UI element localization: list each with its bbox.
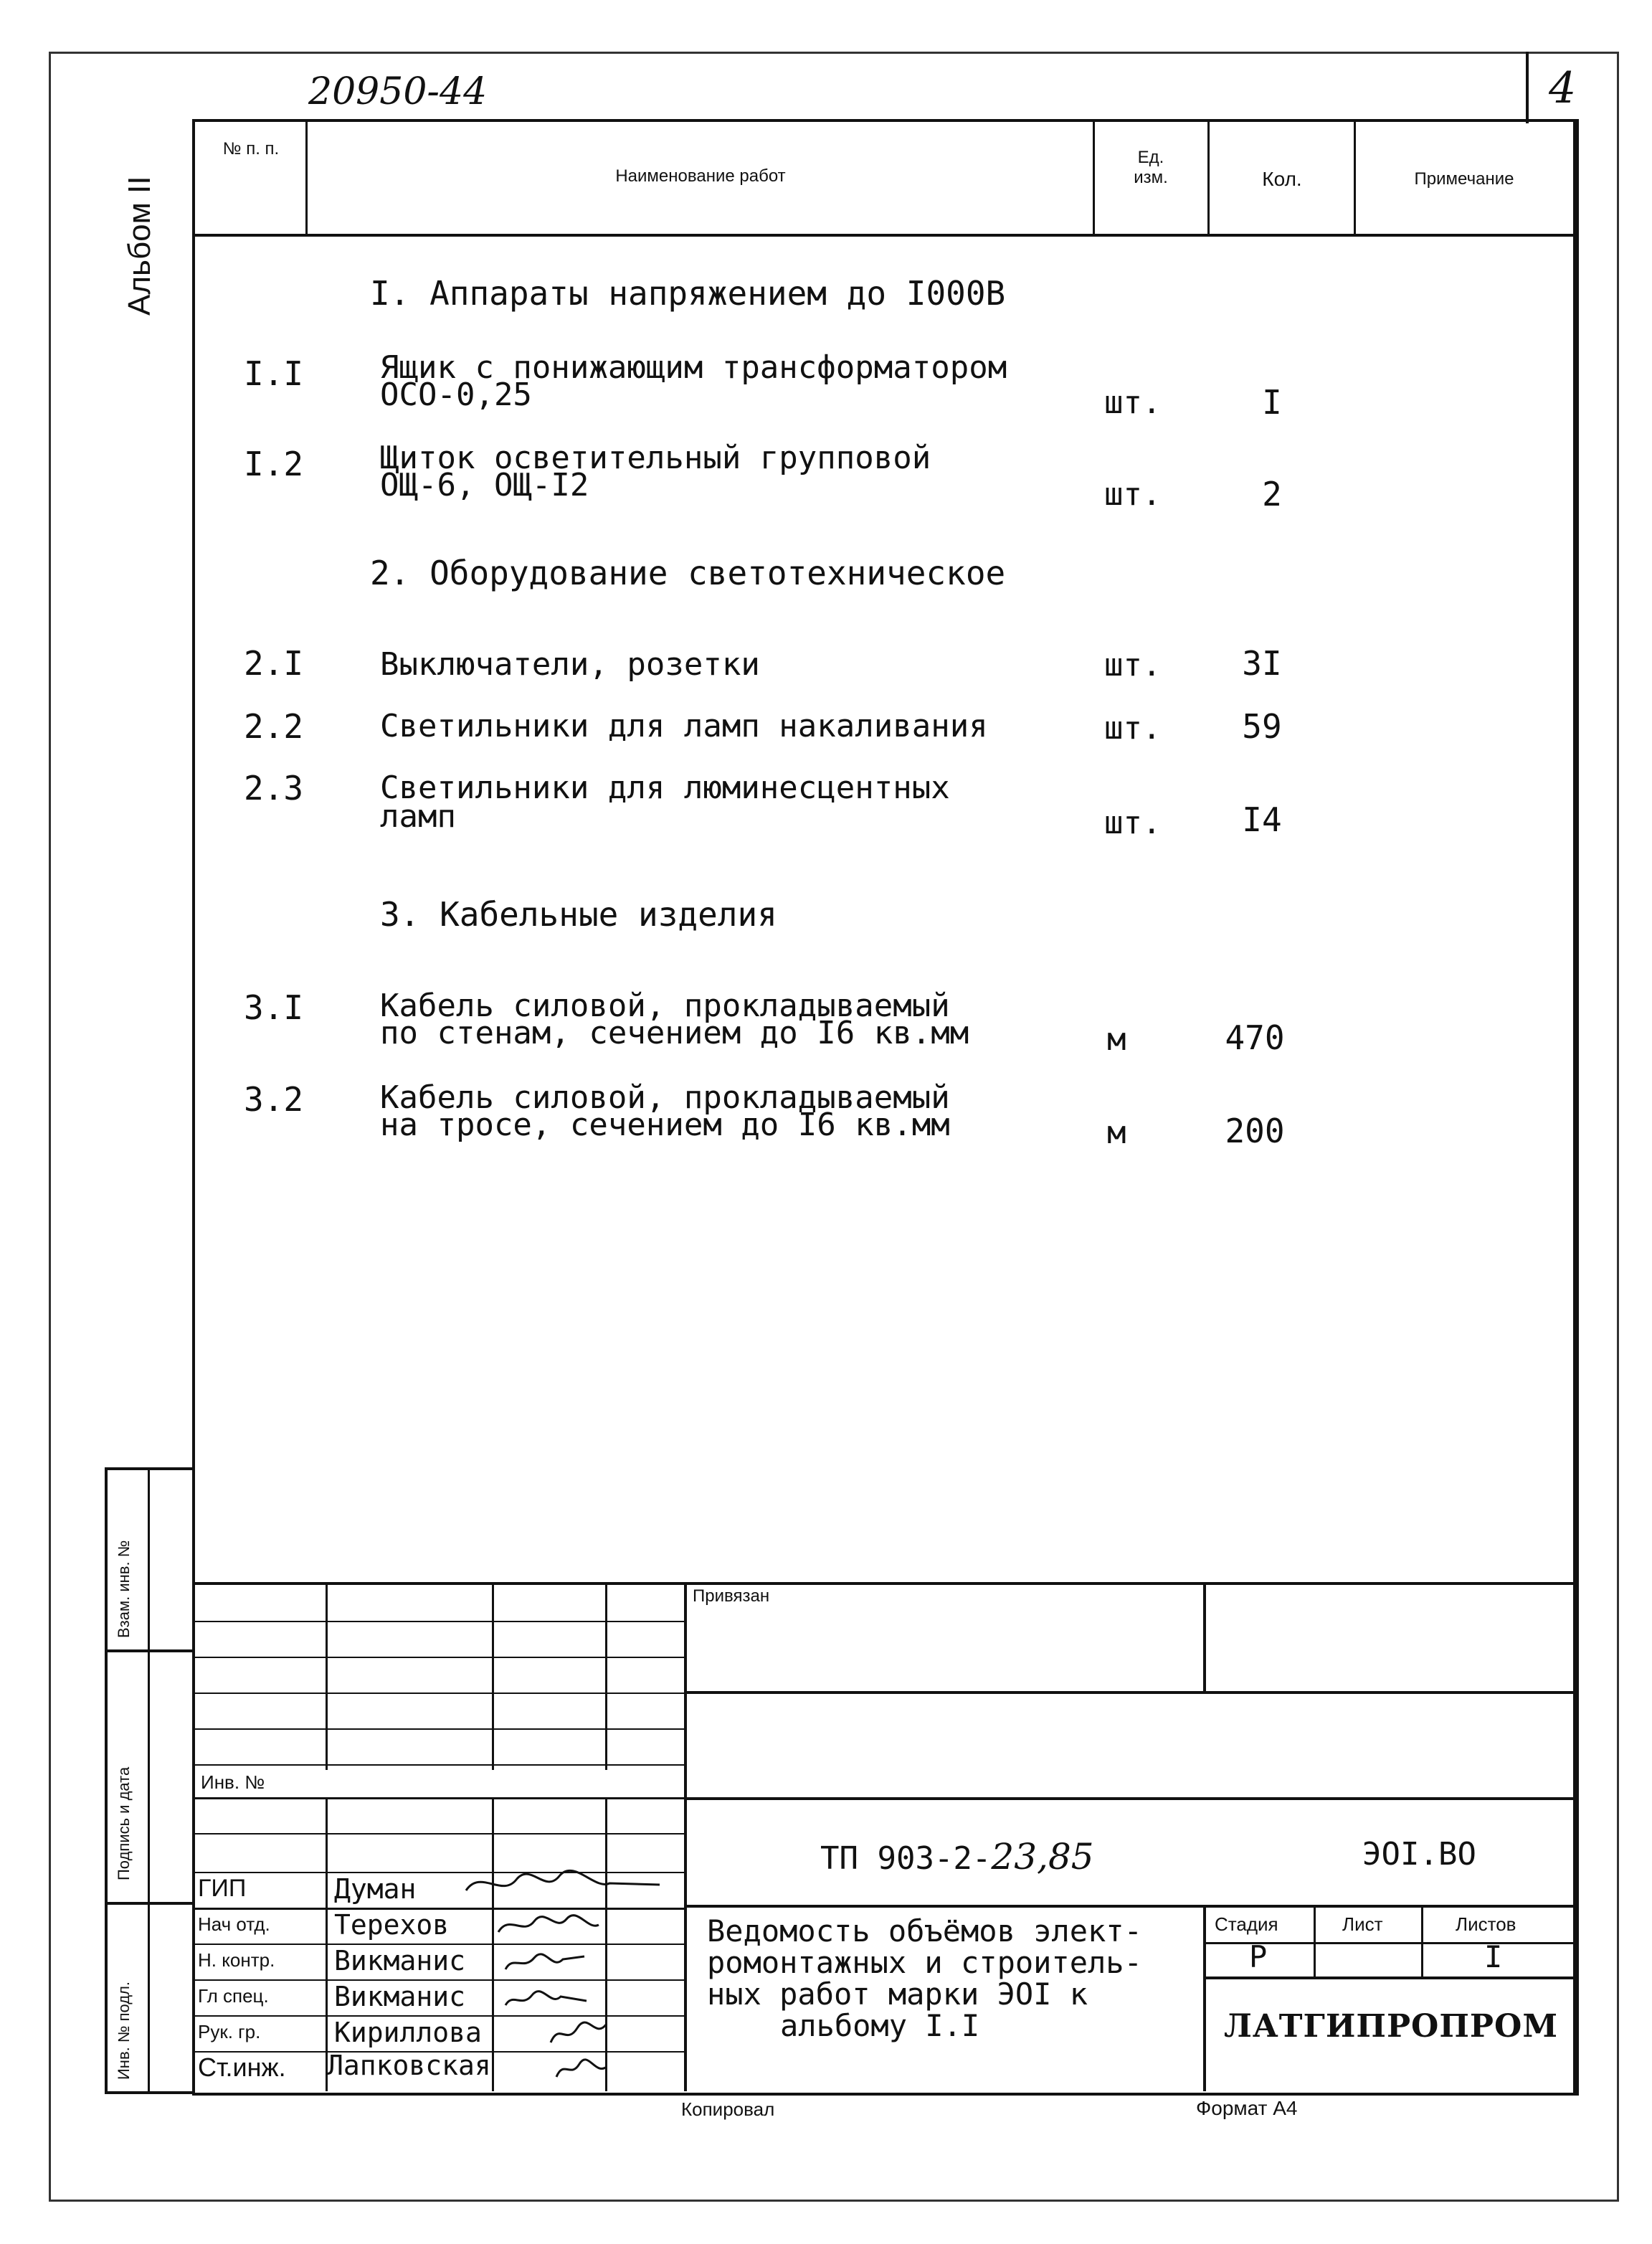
- signature-icon: [502, 1985, 588, 2014]
- row-text-line2: на тросе, сечением до I6 кв.мм: [380, 1107, 950, 1143]
- row-text-line2: по стенам, сечением до I6 кв.мм: [380, 1015, 969, 1051]
- stage-label: Стадия: [1215, 1913, 1278, 1935]
- row-unit: шт.: [1104, 384, 1162, 421]
- row-text-line2: ОЩ-6, ОЩ-I2: [380, 467, 589, 503]
- stamp-top-line: [192, 1582, 1576, 1585]
- role-label: Рук. гр.: [198, 2021, 261, 2042]
- format-label: Формат А4: [1196, 2097, 1298, 2119]
- copied-label: Копировал: [681, 2098, 775, 2120]
- person-name: Викманис: [334, 1945, 466, 1976]
- header-note: Примечание: [1414, 169, 1514, 189]
- row-num: 3.I: [244, 988, 304, 1027]
- doc-code: 20950-44: [308, 70, 488, 113]
- doc-title-line4: альбому I.I: [780, 2008, 980, 2043]
- person-name: Лапковская: [327, 2050, 491, 2081]
- row-qty: 200: [1225, 1112, 1285, 1150]
- section-title-2: 2. Оборудование светотехническое: [370, 554, 1006, 592]
- signature-icon: [552, 2053, 609, 2084]
- person-name: Терехов: [334, 1909, 450, 1941]
- sheets-label: Листов: [1456, 1913, 1516, 1935]
- row-unit: шт.: [1104, 710, 1162, 747]
- inv-no-label: Инв. №: [201, 1771, 265, 1793]
- stage-value: Р: [1249, 1939, 1268, 1974]
- signature-icon: [502, 1949, 588, 1978]
- row-num: I.I: [244, 354, 304, 393]
- row-num: I.2: [244, 445, 304, 483]
- side-label-inv: Инв. № подл.: [115, 1981, 133, 2080]
- row-unit: м: [1107, 1114, 1126, 1151]
- role-label: Гл спец.: [198, 1985, 269, 2007]
- signature-icon: [459, 1862, 667, 1905]
- row-unit: шт.: [1104, 805, 1162, 841]
- row-unit: шт.: [1104, 476, 1162, 513]
- project-code: ТП 903-2-23,85: [820, 1836, 1094, 1878]
- sheets-value: I: [1484, 1939, 1503, 1974]
- side-label-podpis: Подпись и дата: [115, 1766, 133, 1880]
- org-name: ЛАТГИПРОПРОМ: [1223, 2008, 1559, 2045]
- row-text-line1: Щиток осветительный групповой: [380, 440, 931, 476]
- row-num: 2.3: [244, 769, 304, 808]
- row-text-line2: ламп: [380, 798, 456, 835]
- row-qty: I: [1262, 383, 1282, 422]
- row-qty: 3I: [1242, 644, 1282, 683]
- role-label: ГИП: [198, 1875, 247, 1902]
- row-unit: шт.: [1104, 647, 1162, 683]
- row-text-line1: Светильники для люминесцентных: [380, 770, 950, 806]
- header-qty: Кол.: [1262, 168, 1302, 190]
- sheet-number: 4: [1549, 63, 1577, 113]
- row-text-line1: Светильники для ламп накаливания: [380, 708, 988, 744]
- row-qty: I4: [1242, 800, 1282, 839]
- row-qty: 2: [1262, 475, 1282, 513]
- doc-mark: ЭОI.ВО: [1362, 1836, 1476, 1873]
- person-name: Кириллова: [334, 2017, 482, 2048]
- side-label-vzam: Взам. инв. №: [115, 1540, 133, 1638]
- role-label: Ст.инж.: [198, 2053, 286, 2082]
- row-unit: м: [1107, 1021, 1126, 1058]
- role-label: Нач отд.: [198, 1913, 270, 1935]
- row-qty: 470: [1225, 1018, 1285, 1057]
- header-name: Наименование работ: [615, 166, 786, 186]
- doc-title-line1: Ведомость объёмов элект-: [707, 1913, 1142, 1949]
- row-qty: 59: [1242, 707, 1282, 746]
- row-text-line1: Выключатели, розетки: [380, 646, 760, 683]
- header-unit: Ед. изм.: [1134, 148, 1168, 187]
- sheet-label: Лист: [1342, 1913, 1383, 1935]
- signature-icon: [495, 1911, 602, 1942]
- header-num: № п. п.: [222, 139, 280, 158]
- signature-icon: [545, 2018, 609, 2050]
- section-title-1: I. Аппараты напряжением до I000В: [370, 274, 1006, 313]
- row-text-line1: Кабель силовой, прокладываемый: [380, 1079, 950, 1116]
- section-title-3: 3. Кабельные изделия: [380, 895, 777, 934]
- row-num: 2.I: [244, 644, 304, 683]
- row-num: 2.2: [244, 707, 304, 746]
- row-text-line2: ОСО-0,25: [380, 377, 532, 413]
- doc-title-line3: ных работ марки ЭОI к: [707, 1976, 1088, 2012]
- role-label: Н. контр.: [198, 1949, 275, 1971]
- privyazan-label: Привязан: [693, 1586, 770, 1606]
- row-num: 3.2: [244, 1080, 304, 1119]
- row-text-line1: Кабель силовой, прокладываемый: [380, 988, 950, 1024]
- row-text-line1: Ящик с понижающим трансформатором: [380, 349, 1007, 386]
- person-name: Думан: [334, 1873, 417, 1905]
- person-name: Викманис: [334, 1981, 466, 2012]
- doc-title-line2: ромонтажных и строитель-: [707, 1945, 1142, 1980]
- album-label: Альбом II: [122, 176, 157, 316]
